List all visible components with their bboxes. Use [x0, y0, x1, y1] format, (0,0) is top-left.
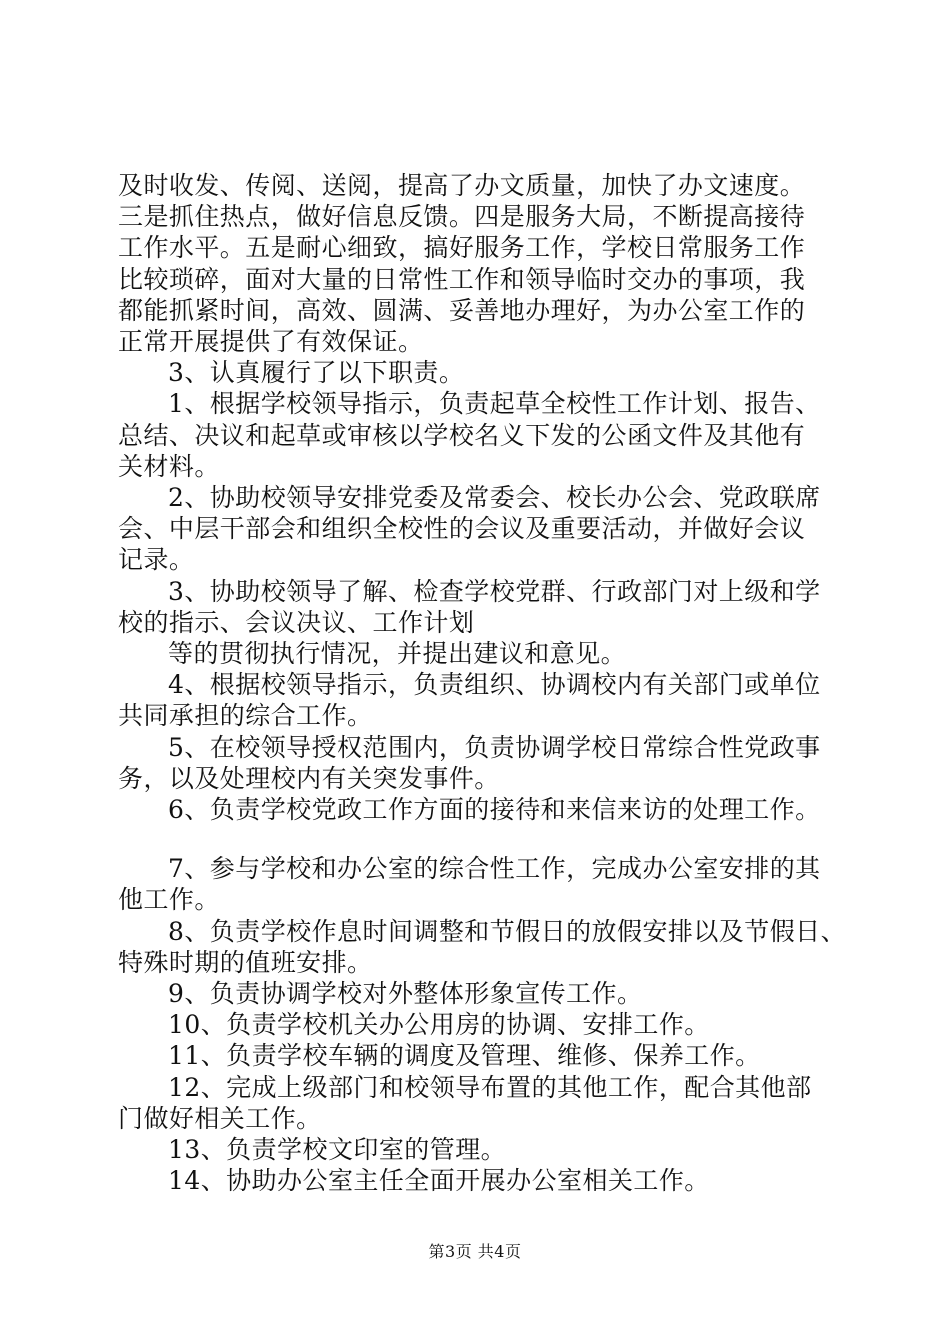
- text-line: 等的贯彻执行情况，并提出建议和意见。: [168, 639, 627, 669]
- text-line: 务，以及处理校内有关突发事件。: [118, 763, 500, 793]
- text-line: 9、负责协调学校对外整体形象宣传工作。: [168, 979, 643, 1009]
- text-line: 共同承担的综合工作。: [118, 701, 373, 731]
- text-line: 3、协助校领导了解、检查学校党群、行政部门对上级和学: [168, 576, 821, 606]
- text-line: 7、参与学校和办公室的综合性工作，完成办公室安排的其: [168, 854, 821, 884]
- text-line: 4、根据校领导指示，负责组织、协调校内有关部门或单位: [168, 670, 821, 700]
- text-line: 关材料。: [118, 451, 220, 481]
- text-line: 记录。: [118, 545, 195, 575]
- text-line: 5、在校领导授权范围内，负责协调学校日常综合性党政事: [168, 732, 821, 762]
- text-line: 12、完成上级部门和校领导布置的其他工作，配合其他部: [168, 1072, 812, 1102]
- text-line: 都能抓紧时间，高效、圆满、妥善地办理好，为办公室工作的: [118, 295, 806, 325]
- text-line: 工作水平。五是耐心细致，搞好服务工作，学校日常服务工作: [118, 233, 806, 263]
- text-line: 14、协助办公室主任全面开展办公室相关工作。: [168, 1166, 710, 1196]
- text-line: 会、中层干部会和组织全校性的会议及重要活动，并做好会议: [118, 514, 806, 544]
- text-line: 10、负责学校机关办公用房的协调、安排工作。: [168, 1010, 710, 1040]
- text-line: 特殊时期的值班安排。: [118, 947, 373, 977]
- text-line: 正常开展提供了有效保证。: [118, 327, 424, 357]
- paragraph-gap: [118, 825, 860, 853]
- text-line: 他工作。: [118, 885, 220, 915]
- text-line: 门做好相关工作。: [118, 1103, 322, 1133]
- text-line: 13、负责学校文印室的管理。: [168, 1135, 507, 1165]
- text-line: 比较琐碎，面对大量的日常性工作和领导临时交办的事项，我: [118, 264, 806, 294]
- text-line: 2、协助校领导安排党委及常委会、校长办公会、党政联席: [168, 483, 821, 513]
- text-line: 校的指示、会议决议、工作计划: [118, 607, 475, 637]
- text-line: 11、负责学校车辆的调度及管理、维修、保养工作。: [168, 1041, 761, 1071]
- document-body: [118, 170, 860, 1197]
- text-line: 8、负责学校作息时间调整和节假日的放假安排以及节假日、: [168, 916, 847, 946]
- page-number: 第3页 共4页: [428, 1242, 522, 1261]
- text-line: 总结、决议和起草或审核以学校名义下发的公函文件及其他有: [118, 420, 806, 450]
- text-line: 3、认真履行了以下职责。: [168, 358, 465, 388]
- text-line: 1、根据学校领导指示，负责起草全校性工作计划、报告、: [168, 389, 821, 419]
- text-line: 6、负责学校党政工作方面的接待和来信来访的处理工作。: [168, 795, 821, 825]
- text-line: 三是抓住热点，做好信息反馈。四是服务大局，不断提高接待: [118, 202, 806, 232]
- text-line: 及时收发、传阅、送阅，提高了办文质量，加快了办文速度。: [118, 171, 806, 200]
